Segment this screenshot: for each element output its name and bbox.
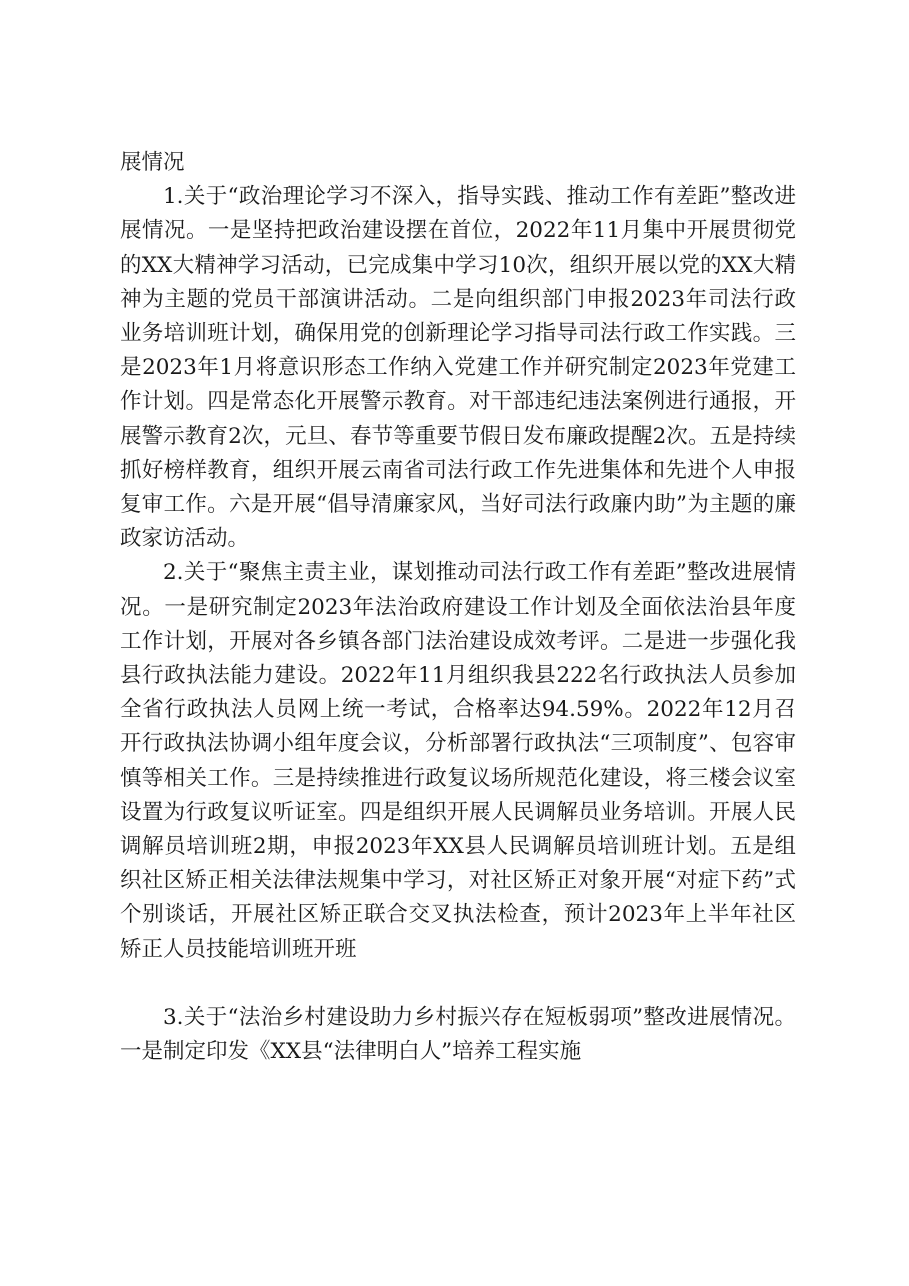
document-body xyxy=(120,146,796,1069)
paragraph-1: 1.关于“政治理论学习不深入，指导实践、推动工作有差距”整改进展情况。一是坚持把政治建设摆在首位，2022年11月集中开展贯彻党的XX大精神学习活动，已完成集中学习10次，组织开展以党的XX大精神为主题的党员干部演讲活动。二是向组织部门申报2023年司法行政业务培训班计划，确保用党的创新理论学习指导司法行政工作实践。三是2023年1月将意识形态工作纳入党建工作并研究制定2023年党建工作计划。四是常态化开展警示教育。对干部违纪违法案例进行通报，开展警示教育2次，元旦、春节等重要节假日发布廉政提醒2次。五是持续抓好榜样教育，组织开展云南省司法行政工作先进集体和先进个人申报复审工作。六是开展“倡导清廉家风，当好司法行政廉内助”为主题的廉政家访活动。 xyxy=(120,184,796,552)
paragraph-2: 2.关于“聚焦主责主业，谋划推动司法行政工作有差距”整改进展情况。一是研究制定2023年法治政府建设工作计划及全面依法治县年度工作计划，开展对各乡镇各部门法治建设成效考评。二是进一步强化我县行政执法能力建设。2022年11月组织我县222名行政执法人员参加全省行政执法人员网上统一考试，合格率达94.59%。2022年12月召开行政执法协调小组年度会议，分析部署行政执法“三项制度”、包容审慎等相关工作。三是持续推进行政复议场所规范化建设，将三楼会议室设置为行政复议听证室。四是组织开展人民调解员业务培训。开展人民调解员培训班2期，申报2023年XX县人民调解员培训班计划。五是组织社区矫正相关法律法规集中学习，对社区矫正对象开展“对症下药”式个别谈话，开展社区矫正联合交叉执法检查，预计2023年上半年社区矫正人员技能培训班开班 xyxy=(120,560,797,962)
paragraph-3: 3.关于“法治乡村建设助力乡村振兴存在短板弱项”整改进展情况。一是制定印发《XX县“法律明白人”培养工程实施 xyxy=(120,1004,796,1065)
paragraph-gap xyxy=(120,967,796,1001)
paragraph-heading-fragment: 展情况 xyxy=(120,150,185,175)
